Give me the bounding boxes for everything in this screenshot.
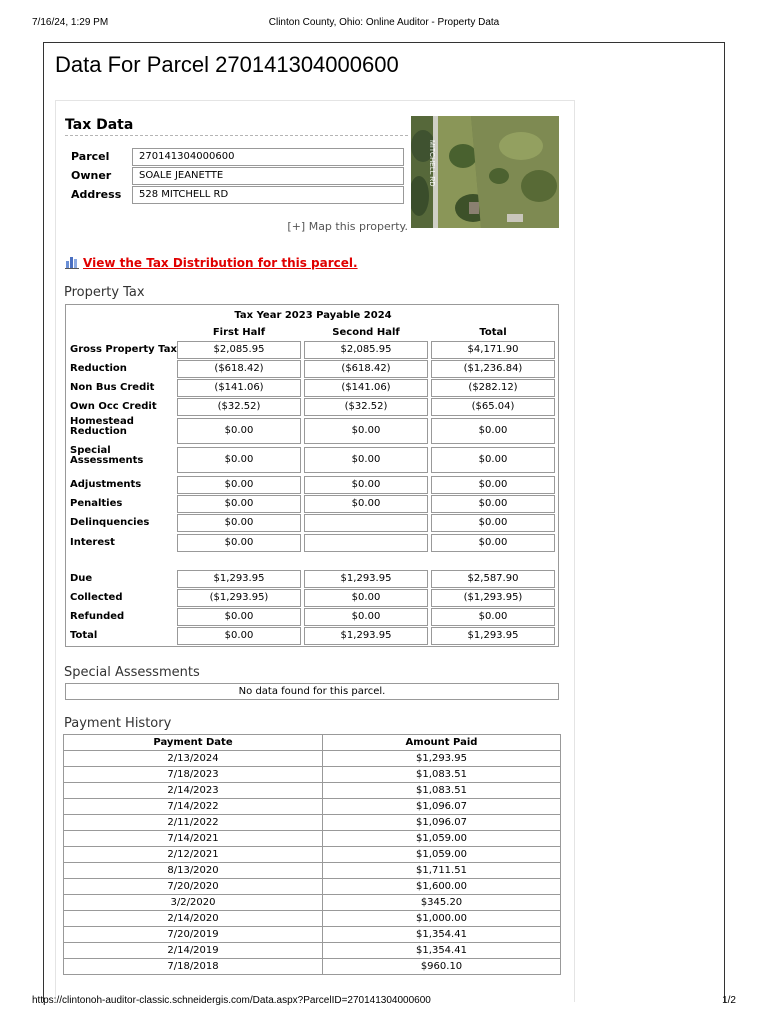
payment-history-table xyxy=(63,734,561,975)
column-amount-paid: Amount Paid xyxy=(323,735,561,751)
table-row xyxy=(64,959,561,975)
cell-amount-paid: $1,096.07 xyxy=(323,815,561,831)
content-panel xyxy=(55,100,575,1002)
cell-amount-paid: $1,711.51 xyxy=(323,863,561,879)
print-page-number: 1/2 xyxy=(722,995,736,1006)
cell-amount-paid: $1,354.41 xyxy=(323,943,561,959)
print-datetime: 7/16/24, 1:29 PM xyxy=(32,17,109,28)
tax-row-label-penalties: Penalties xyxy=(70,498,123,509)
table-row xyxy=(64,815,561,831)
tax-cell-adjustments-second: $0.00 xyxy=(304,476,428,494)
table-row xyxy=(64,927,561,943)
tax-cell-non-bus-credit-total: ($282.12) xyxy=(431,379,555,397)
cell-payment-date: 2/14/2020 xyxy=(64,911,323,927)
cell-amount-paid: $1,293.95 xyxy=(323,751,561,767)
tax-cell-interest-second xyxy=(304,534,428,552)
tax-cell-own-occ-credit-first: ($32.52) xyxy=(177,398,301,416)
tax-cell-gross-property-tax-second: $2,085.95 xyxy=(304,341,428,359)
tax-cell-interest-total: $0.00 xyxy=(431,534,555,552)
table-header-row xyxy=(64,735,561,751)
tax-cell-total-total: $1,293.95 xyxy=(431,627,555,645)
cell-amount-paid: $1,059.00 xyxy=(323,831,561,847)
tax-row-label-special-assessments: Special Assessments xyxy=(70,445,144,466)
owner-value: SOALE JEANETTE xyxy=(132,167,404,185)
cell-amount-paid: $345.20 xyxy=(323,895,561,911)
tax-cell-special-assessments-first: $0.00 xyxy=(177,447,301,473)
tax-cell-total-second: $1,293.95 xyxy=(304,627,428,645)
cell-payment-date: 7/20/2019 xyxy=(64,927,323,943)
tax-row-label-interest: Interest xyxy=(70,537,115,548)
page-frame xyxy=(43,42,725,1002)
tax-cell-refunded-first: $0.00 xyxy=(177,608,301,626)
tax-cell-homestead-reduction-total: $0.00 xyxy=(431,418,555,444)
tax-year-heading: Tax Year 2023 Payable 2024 xyxy=(234,310,392,321)
table-row xyxy=(64,767,561,783)
cell-amount-paid: $1,083.51 xyxy=(323,783,561,799)
tax-cell-adjustments-first: $0.00 xyxy=(177,476,301,494)
tax-cell-total-first: $0.00 xyxy=(177,627,301,645)
table-row xyxy=(64,783,561,799)
tax-cell-gross-property-tax-total: $4,171.90 xyxy=(431,341,555,359)
tax-cell-reduction-second: ($618.42) xyxy=(304,360,428,378)
tax-cell-delinquencies-first: $0.00 xyxy=(177,514,301,532)
tax-cell-penalties-first: $0.00 xyxy=(177,495,301,513)
table-row xyxy=(64,895,561,911)
parcel-label: Parcel xyxy=(71,150,110,163)
cell-payment-date: 2/13/2024 xyxy=(64,751,323,767)
tax-row-label-total: Total xyxy=(70,630,98,641)
table-row xyxy=(64,863,561,879)
cell-payment-date: 7/14/2022 xyxy=(64,799,323,815)
tax-cell-refunded-total: $0.00 xyxy=(431,608,555,626)
payment-history-heading: Payment History xyxy=(64,716,172,731)
table-row xyxy=(64,879,561,895)
table-row xyxy=(64,751,561,767)
tax-cell-reduction-total: ($1,236.84) xyxy=(431,360,555,378)
tax-cell-special-assessments-total: $0.00 xyxy=(431,447,555,473)
cell-amount-paid: $1,000.00 xyxy=(323,911,561,927)
aerial-image xyxy=(411,116,559,228)
tax-cell-special-assessments-second: $0.00 xyxy=(304,447,428,473)
cell-amount-paid: $1,096.07 xyxy=(323,799,561,815)
column-payment-date: Payment Date xyxy=(64,735,323,751)
tax-cell-non-bus-credit-second: ($141.06) xyxy=(304,379,428,397)
table-row xyxy=(64,847,561,863)
tax-cell-non-bus-credit-first: ($141.06) xyxy=(177,379,301,397)
page-title: Data For Parcel 270141304000600 xyxy=(55,52,399,77)
tax-cell-due-second: $1,293.95 xyxy=(304,570,428,588)
tax-cell-collected-second: $0.00 xyxy=(304,589,428,607)
cell-payment-date: 2/14/2023 xyxy=(64,783,323,799)
cell-payment-date: 3/2/2020 xyxy=(64,895,323,911)
cell-amount-paid: $960.10 xyxy=(323,959,561,975)
table-row xyxy=(64,831,561,847)
tax-row-label-adjustments: Adjustments xyxy=(70,479,142,490)
cell-amount-paid: $1,083.51 xyxy=(323,767,561,783)
column-second-half: Second Half xyxy=(332,327,400,338)
aerial-map-thumbnail[interactable] xyxy=(411,116,559,228)
tax-cell-delinquencies-second xyxy=(304,514,428,532)
tax-cell-refunded-second: $0.00 xyxy=(304,608,428,626)
column-first-half: First Half xyxy=(212,327,266,338)
tax-data-heading: Tax Data xyxy=(65,117,408,136)
tax-cell-homestead-reduction-first: $0.00 xyxy=(177,418,301,444)
tax-cell-collected-first: ($1,293.95) xyxy=(177,589,301,607)
address-value: 528 MITCHELL RD xyxy=(132,186,404,204)
tax-cell-due-total: $2,587.90 xyxy=(431,570,555,588)
tax-cell-delinquencies-total: $0.00 xyxy=(431,514,555,532)
address-label: Address xyxy=(71,188,122,201)
cell-payment-date: 8/13/2020 xyxy=(64,863,323,879)
tax-row-label-due: Due xyxy=(70,573,93,584)
cell-payment-date: 2/12/2021 xyxy=(64,847,323,863)
property-tax-heading: Property Tax xyxy=(64,285,145,300)
tax-cell-collected-total: ($1,293.95) xyxy=(431,589,555,607)
table-row xyxy=(64,911,561,927)
cell-payment-date: 7/20/2020 xyxy=(64,879,323,895)
cell-payment-date: 7/18/2018 xyxy=(64,959,323,975)
tax-row-label-non-bus-credit: Non Bus Credit xyxy=(70,382,155,393)
tax-row-label-homestead-reduction: Homestead Reduction xyxy=(70,416,134,437)
print-url: https://clintonoh-auditor-classic.schneidergis.com/Data.aspx?ParcelID=270141304000600 xyxy=(32,995,431,1006)
property-tax-table xyxy=(65,304,559,647)
tax-row-label-reduction: Reduction xyxy=(70,363,127,374)
tax-row-label-refunded: Refunded xyxy=(70,611,125,622)
chart-icon xyxy=(65,255,79,269)
tax-cell-homestead-reduction-second: $0.00 xyxy=(304,418,428,444)
special-assessments-message: No data found for this parcel. xyxy=(65,683,559,700)
cell-payment-date: 7/18/2023 xyxy=(64,767,323,783)
print-title: Clinton County, Ohio: Online Auditor - Property Data xyxy=(268,17,500,28)
cell-amount-paid: $1,600.00 xyxy=(323,879,561,895)
table-row xyxy=(64,799,561,815)
special-assessments-heading: Special Assessments xyxy=(64,665,200,680)
map-road-label: MITCHELL RD xyxy=(428,140,435,187)
tax-cell-own-occ-credit-total: ($65.04) xyxy=(431,398,555,416)
tax-row-label-collected: Collected xyxy=(70,592,123,603)
column-total: Total xyxy=(479,327,507,338)
map-this-property-link[interactable]: [+] Map this property. xyxy=(287,220,408,233)
tax-row-label-own-occ-credit: Own Occ Credit xyxy=(70,401,157,412)
tax-cell-due-first: $1,293.95 xyxy=(177,570,301,588)
tax-cell-reduction-first: ($618.42) xyxy=(177,360,301,378)
tax-cell-own-occ-credit-second: ($32.52) xyxy=(304,398,428,416)
owner-label: Owner xyxy=(71,169,112,182)
parcel-value: 270141304000600 xyxy=(132,148,404,166)
tax-cell-penalties-second: $0.00 xyxy=(304,495,428,513)
tax-cell-gross-property-tax-first: $2,085.95 xyxy=(177,341,301,359)
table-row xyxy=(64,943,561,959)
cell-payment-date: 7/14/2021 xyxy=(64,831,323,847)
tax-row-label-delinquencies: Delinquencies xyxy=(70,517,150,528)
tax-row-label-gross-property-tax: Gross Property Tax xyxy=(70,344,177,355)
tax-distribution-link[interactable]: View the Tax Distribution for this parcel. xyxy=(83,256,358,270)
tax-cell-penalties-total: $0.00 xyxy=(431,495,555,513)
cell-payment-date: 2/14/2019 xyxy=(64,943,323,959)
cell-payment-date: 2/11/2022 xyxy=(64,815,323,831)
tax-cell-adjustments-total: $0.00 xyxy=(431,476,555,494)
tax-cell-interest-first: $0.00 xyxy=(177,534,301,552)
cell-amount-paid: $1,354.41 xyxy=(323,927,561,943)
cell-amount-paid: $1,059.00 xyxy=(323,847,561,863)
